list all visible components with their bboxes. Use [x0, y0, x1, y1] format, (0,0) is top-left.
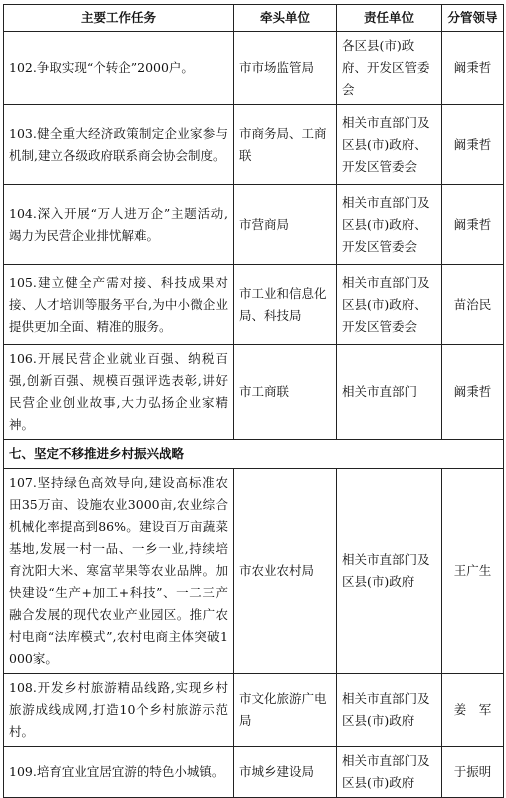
- header-responsible-unit: 责任单位: [337, 5, 442, 32]
- leader-cell: 姜 军: [442, 674, 504, 747]
- leader-cell: 王广生: [442, 469, 504, 674]
- task-cell: 104.深入开展“万人进万企”主题活动,竭力为民营企业排忧解难。: [4, 185, 234, 265]
- header-leader: 分管领导: [442, 5, 504, 32]
- lead-unit-cell: 市工商联: [234, 345, 337, 440]
- task-cell: 105.建立健全产需对接、科技成果对接、人才培训等服务平台,为中小微企业提供更加全面、精准的服务。: [4, 265, 234, 345]
- lead-unit-cell: 市文化旅游广电局: [234, 674, 337, 747]
- lead-unit-cell: 市商务局、工商联: [234, 105, 337, 185]
- table-row: [4, 674, 504, 747]
- leader-cell: 苗治民: [442, 265, 504, 345]
- table-row: [4, 265, 504, 345]
- leader-cell: 阚秉哲: [442, 185, 504, 265]
- header-row: [4, 5, 504, 32]
- section-row: [4, 440, 504, 469]
- lead-unit-cell: 市营商局: [234, 185, 337, 265]
- lead-unit-cell: 市工业和信息化局、科技局: [234, 265, 337, 345]
- table-row: [4, 345, 504, 440]
- responsible-unit-cell: 相关市直部门及区县(市)政府: [337, 674, 442, 747]
- task-cell: 106.开展民营企业就业百强、纳税百强,创新百强、规模百强评选表彰,讲好民营企业创业故事,大力弘扬企业家精神。: [4, 345, 234, 440]
- header-task: 主要工作任务: [4, 5, 234, 32]
- lead-unit-cell: 市城乡建设局: [234, 747, 337, 798]
- task-cell: 103.健全重大经济政策制定企业家参与机制,建立各级政府联系商会协会制度。: [4, 105, 234, 185]
- responsible-unit-cell: 相关市直部门: [337, 345, 442, 440]
- responsible-unit-cell: 相关市直部门及区县(市)政府: [337, 469, 442, 674]
- leader-cell: 阚秉哲: [442, 105, 504, 185]
- responsible-unit-cell: 相关市直部门及区县(市)政府、开发区管委会: [337, 185, 442, 265]
- task-cell: 107.坚持绿色高效导向,建设高标准农田35万亩、设施农业3000亩,农业综合机械化率提高到86%。建设百万亩蔬菜基地,发展一村一品、一乡一业,持续培育沈阳大米、寒富苹果等农业品牌。加快建设“生产+加工+科技”、一二三产融合发展的现代农业产业园区。推广农村电商“法库模式”,农村电商主体突破1000家。: [4, 469, 234, 674]
- responsible-unit-cell: 各区县(市)政府、开发区管委会: [337, 32, 442, 105]
- task-cell: 108.开发乡村旅游精品线路,实现乡村旅游成线成网,打造10个乡村旅游示范村。: [4, 674, 234, 747]
- leader-cell: 阚秉哲: [442, 345, 504, 440]
- table-row: [4, 105, 504, 185]
- leader-cell: 于振明: [442, 747, 504, 798]
- table-row: [4, 185, 504, 265]
- responsible-unit-cell: 相关市直部门及区县(市)政府、开发区管委会: [337, 105, 442, 185]
- lead-unit-cell: 市农业农村局: [234, 469, 337, 674]
- task-cell: 109.培育宜业宜居宜游的特色小城镇。: [4, 747, 234, 798]
- section-title: 七、坚定不移推进乡村振兴战略: [4, 440, 504, 469]
- task-cell: 102.争取实现“个转企”2000户。: [4, 32, 234, 105]
- header-lead-unit: 牵头单位: [234, 5, 337, 32]
- work-task-table: [3, 4, 504, 798]
- table-row: [4, 32, 504, 105]
- lead-unit-cell: 市市场监管局: [234, 32, 337, 105]
- table-row: [4, 747, 504, 798]
- table-row: [4, 469, 504, 674]
- leader-cell: 阚秉哲: [442, 32, 504, 105]
- responsible-unit-cell: 相关市直部门及区县(市)政府、开发区管委会: [337, 265, 442, 345]
- responsible-unit-cell: 相关市直部门及区县(市)政府: [337, 747, 442, 798]
